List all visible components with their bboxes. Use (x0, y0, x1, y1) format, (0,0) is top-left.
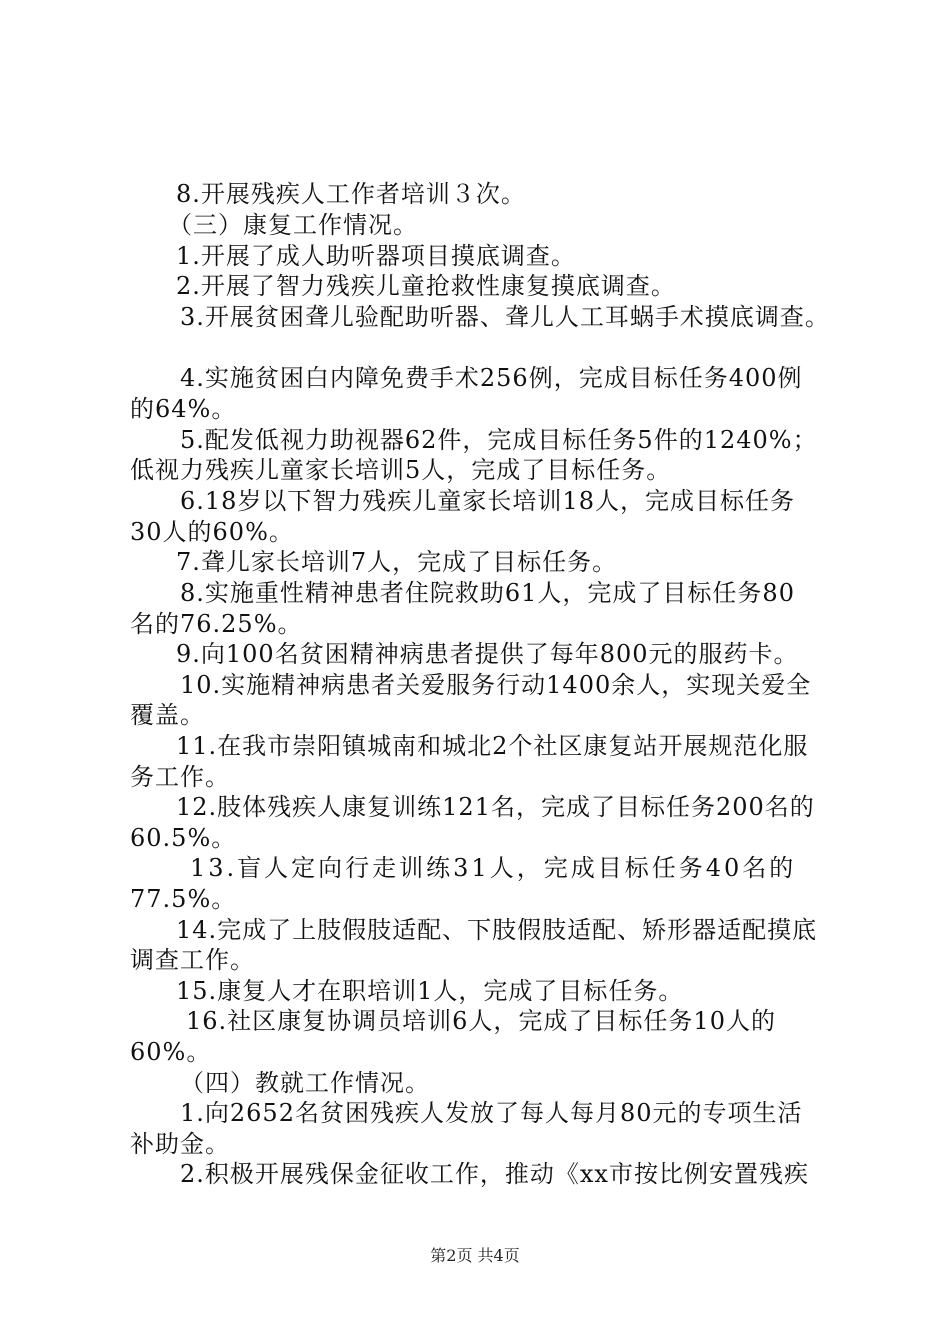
text-line: 13.盲人定向行走训练31人，完成目标任务40名的 (190, 854, 797, 882)
text-line: 15.康复人才在职培训1人，完成了目标任务。 (176, 977, 684, 1005)
text-line: 60%。 (130, 1038, 212, 1066)
text-line: 16.社区康复协调员培训6人，完成了目标任务10人的 (186, 1007, 776, 1035)
text-line: 77.5%。 (130, 885, 237, 913)
section-heading: （四）教就工作情况。 (180, 1069, 430, 1097)
text-line: 5.配发低视力助视器62件，完成目标任务5件的1240%； (180, 426, 818, 454)
text-line: 1.开展了成人助听器项目摸底调查。 (176, 242, 576, 270)
text-line: 1.向2652名贫困残疾人发放了每人每月80元的专项生活 (180, 1099, 803, 1127)
text-line: 10.实施精神病患者关爱服务行动1400余人，实现关爱全 (180, 671, 812, 699)
text-line: 11.在我市崇阳镇城南和城北2个社区康复站开展规范化服 (176, 732, 809, 760)
text-line: 低视力残疾儿童家长培训5人，完成了目标任务。 (130, 456, 672, 484)
text-line: 4.实施贫困白内障免费手术256例，完成目标任务400例 (180, 364, 803, 392)
text-line: 3.开展贫困聋儿验配助听器、聋儿人工耳蜗手术摸底调查。 (180, 303, 830, 331)
text-line: 8.实施重性精神患者住院救助61人，完成了目标任务80 (180, 579, 795, 607)
text-line: 的64%。 (130, 395, 237, 423)
text-line: 2.开展了智力残疾儿童抢救性康复摸底调查。 (176, 272, 676, 300)
text-line: 名的76.25%。 (130, 610, 303, 638)
text-line: 30人的60%。 (130, 518, 294, 546)
text-line: 补助金。 (130, 1130, 230, 1158)
section-heading: （三）康复工作情况。 (168, 211, 418, 239)
text-line: 6.18岁以下智力残疾儿童家长培训18人，完成目标任务 (180, 487, 795, 515)
text-line: 调查工作。 (130, 946, 255, 974)
text-line: 覆盖。 (130, 701, 205, 729)
text-line: 务工作。 (130, 763, 230, 791)
text-line: 8.开展残疾人工作者培训３次。 (176, 180, 526, 208)
text-line: 14.完成了上肢假肢适配、下肢假肢适配、矫形器适配摸底 (176, 916, 818, 944)
text-line: 9.向100名贫困精神病患者提供了每年800元的服药卡。 (176, 640, 799, 668)
text-line: 12.肢体残疾人康复训练121名，完成了目标任务200名的 (176, 793, 815, 821)
text-line: 7.聋儿家长培训7人，完成了目标任务。 (176, 548, 618, 576)
page-number-footer: 第2页 共4页 (430, 1246, 520, 1265)
text-line: 60.5%。 (130, 824, 237, 852)
text-line: 2.积极开展残保金征收工作，推动《xx市按比例安置残疾 (180, 1160, 809, 1188)
